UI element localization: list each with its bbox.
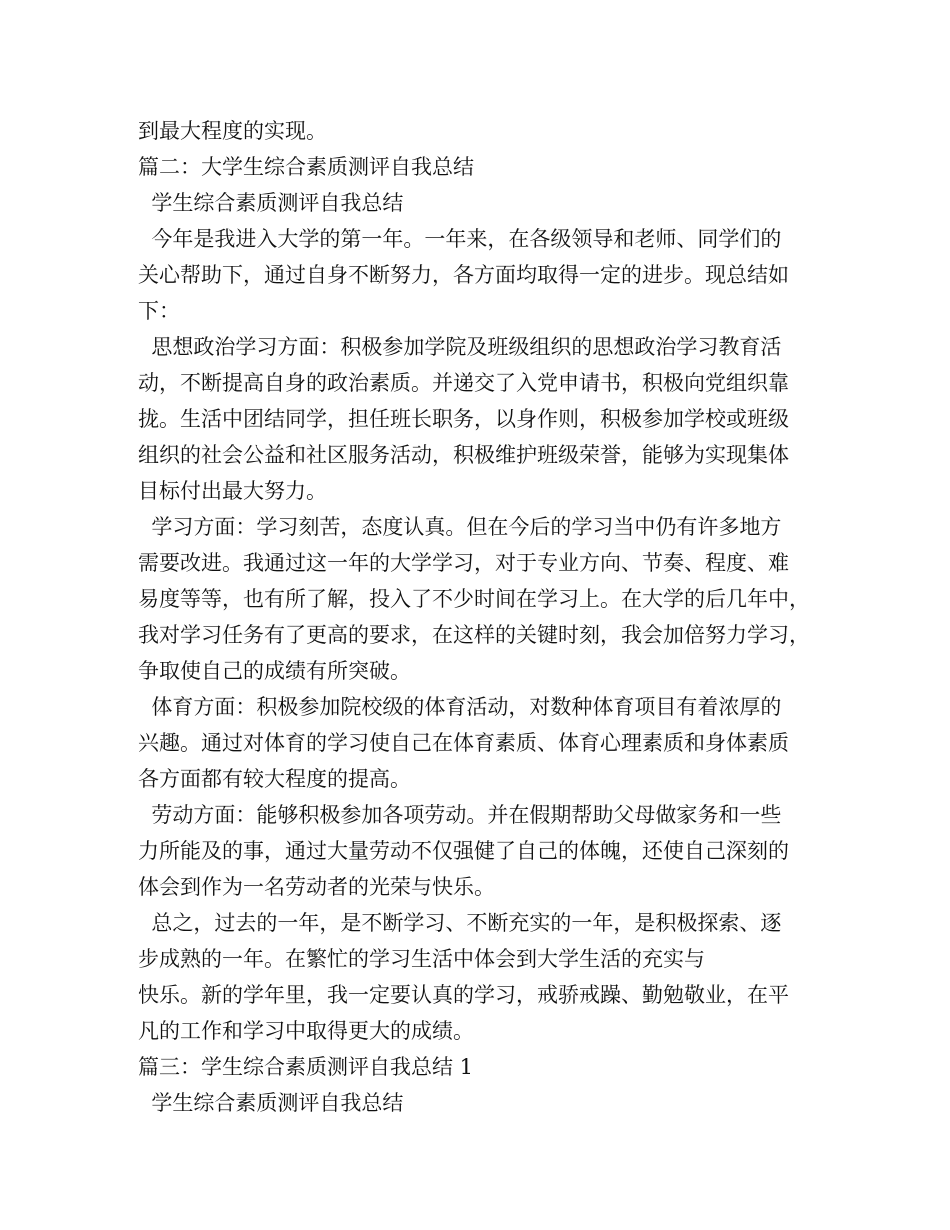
- section-heading: 篇三：学生综合素质测评自我总结 1: [138, 1055, 474, 1079]
- section-heading: 篇二：大学生综合素质测评自我总结: [138, 155, 474, 179]
- text-line: 学习方面：学习刻苦，态度认真。但在今后的学习当中仍有许多地方: [138, 515, 782, 539]
- text-line: 总之，过去的一年，是不断学习、不断充实的一年，是积极探索、逐: [138, 911, 782, 935]
- text-line: 我对学习任务有了更高的要求，在这样的关键时刻，我会加倍努力学习，: [138, 623, 810, 647]
- text-line: 凡的工作和学习中取得更大的成绩。: [138, 1019, 474, 1043]
- text-line: 思想政治学习方面：积极参加学院及班级组织的思想政治学习教育活: [138, 335, 782, 359]
- text-line: 下：: [138, 299, 180, 323]
- text-line: 劳动方面：能够积极参加各项劳动。并在假期帮助父母做家务和一些: [138, 803, 782, 827]
- text-line: 各方面都有较大程度的提高。: [138, 767, 411, 791]
- text-line: 步成熟的一年。在繁忙的学习生活中体会到大学生活的充实与: [138, 947, 705, 971]
- text-line: 今年是我进入大学的第一年。一年来，在各级领导和老师、同学们的: [138, 227, 782, 251]
- text-line: 体育方面：积极参加院校级的体育活动，对数种体育项目有着浓厚的: [138, 695, 782, 719]
- text-line: 关心帮助下，通过自身不断努力，各方面均取得一定的进步。现总结如: [138, 263, 789, 287]
- text-line: 体会到作为一名劳动者的光荣与快乐。: [138, 875, 495, 899]
- text-line: 需要改进。我通过这一年的大学学习，对于专业方向、节奏、程度、难: [138, 551, 789, 575]
- text-line: 组织的社会公益和社区服务活动，积极维护班级荣誉，能够为实现集体: [138, 443, 789, 467]
- text-line: 兴趣。通过对体育的学习使自己在体育素质、体育心理素质和身体素质: [138, 731, 789, 755]
- text-line: 快乐。新的学年里，我一定要认真的学习，戒骄戒躁、勤勉敬业，在平: [138, 983, 789, 1007]
- document-body: [138, 113, 838, 1121]
- sub-title: 学生综合素质测评自我总结: [138, 191, 404, 215]
- text-line: 争取使自己的成绩有所突破。: [138, 659, 411, 683]
- text-line: 力所能及的事，通过大量劳动不仅强健了自己的体魄，还使自己深刻的: [138, 839, 789, 863]
- text-line: 拢。生活中团结同学，担任班长职务，以身作则，积极参加学校或班级: [138, 407, 789, 431]
- text-line: 目标付出最大努力。: [138, 479, 327, 503]
- text-line: 易度等等，也有所了解，投入了不少时间在学习上。在大学的后几年中，: [138, 587, 810, 611]
- text-line: 动，不断提高自身的政治素质。并递交了入党申请书，积极向党组织靠: [138, 371, 789, 395]
- text-line: 到最大程度的实现。: [138, 119, 327, 143]
- sub-title: 学生综合素质测评自我总结: [138, 1091, 404, 1115]
